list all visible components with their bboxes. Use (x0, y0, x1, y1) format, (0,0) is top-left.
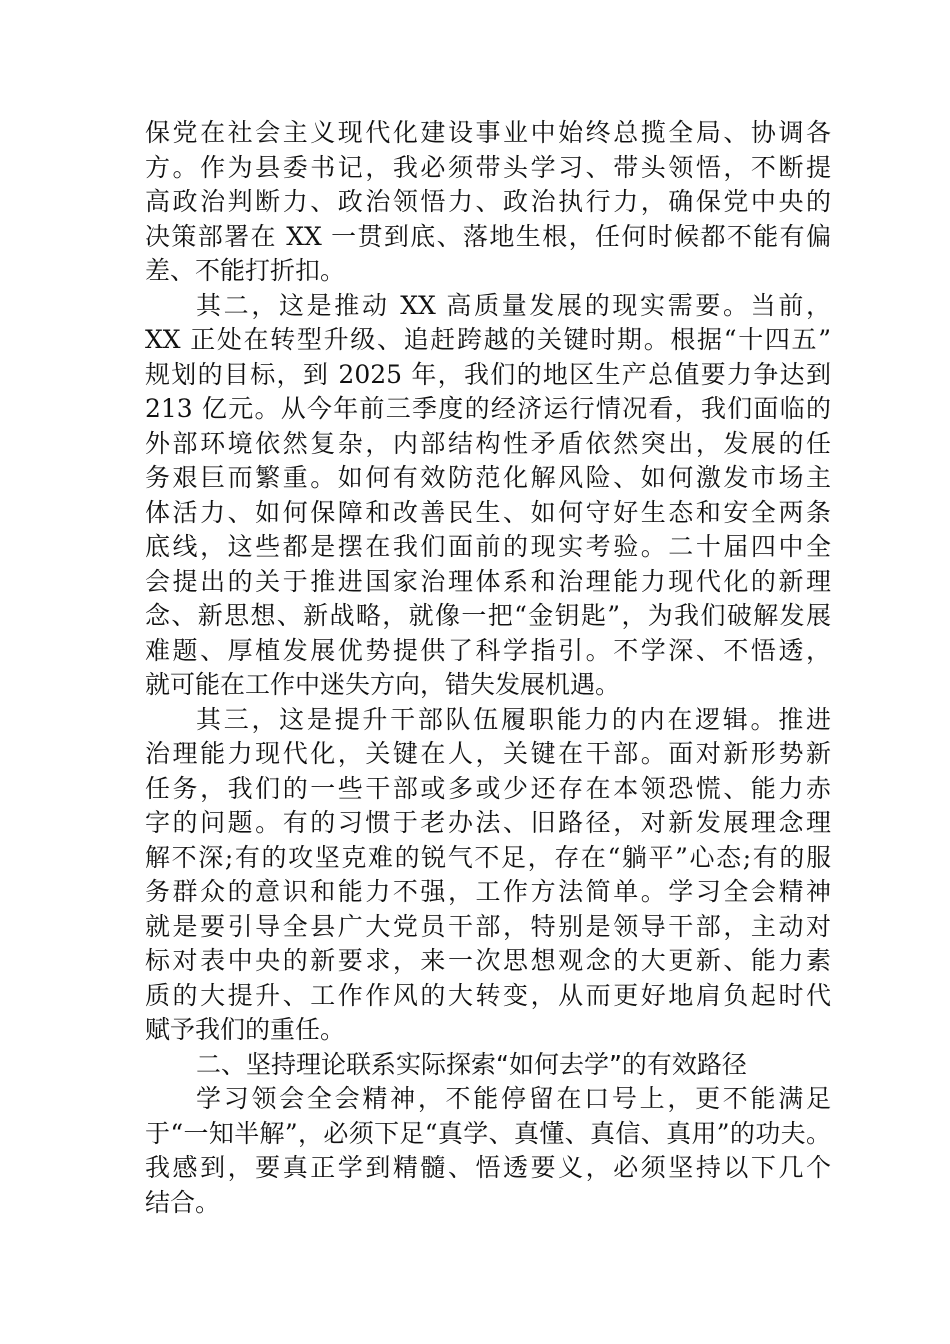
text-line: XX 正处在转型升级、追赶跨越的关键时期。根据“十四五” (145, 325, 831, 354)
text-line: 务群众的意识和能力不强，工作方法简单。学习全会精神 (145, 877, 831, 906)
text-line: 就是要引导全县广大党员干部，特别是领导干部，主动对 (145, 911, 831, 941)
text-line: 字的问题。有的习惯于老办法、旧路径，对新发展理念理 (145, 808, 831, 837)
text-line: 于“一知半解”，必须下足“真学、真懂、真信、真用”的功夫。 (145, 1118, 831, 1148)
text-line: 就可能在工作中迷失方向，错失发展机遇。 (145, 670, 621, 699)
text-line: 赋予我们的重任。 (145, 1015, 346, 1044)
text-line: 体活力、如何保障和改善民生、如何守好生态和安全两条 (145, 497, 831, 527)
text-line: 差、不能打折扣。 (145, 256, 346, 285)
text-line: 外部环境依然复杂，内部结构性矛盾依然突出，发展的任 (145, 428, 831, 458)
text-line: 213 亿元。从今年前三季度的经济运行情况看，我们面临的 (145, 394, 831, 423)
text-line: 其三，这是提升干部队伍履职能力的内在逻辑。推进 (196, 704, 831, 734)
text-line: 治理能力现代化，关键在人，关键在干部。面对新形势新 (145, 739, 831, 768)
text-line: 规划的目标，到 2025 年，我们的地区生产总值要力争达到 (145, 359, 831, 389)
text-line: 其二，这是推动 XX 高质量发展的现实需要。当前， (196, 290, 831, 320)
text-line: 决策部署在 XX 一贯到底、落地生根，任何时候都不能有偏 (145, 221, 831, 251)
text-line: 任务，我们的一些干部或多或少还存在本领恐慌、能力赤 (145, 773, 831, 803)
section-heading-text: 二、坚持理论联系实际探索“如何去学”的有效路径 (196, 1049, 747, 1079)
text-line: 方。作为县委书记，我必须带头学习、带头领悟，不断提 (145, 152, 831, 182)
paragraph-2 (145, 289, 831, 703)
text-line: 结合。 (145, 1187, 221, 1217)
text-line: 解不深;有的攻坚克难的锐气不足，存在“躺平”心态;有的服 (145, 842, 831, 872)
document-page (145, 116, 831, 1220)
text-line: 高政治判断力、政治领悟力、政治执行力，确保党中央的 (145, 187, 831, 216)
text-line: 会提出的关于推进国家治理体系和治理能力现代化的新理 (145, 566, 831, 596)
paragraph-3 (145, 703, 831, 1048)
text-line: 务艰巨而繁重。如何有效防范化解风险、如何激发市场主 (145, 463, 831, 492)
text-line: 质的大提升、工作作风的大转变，从而更好地肩负起时代 (145, 980, 831, 1010)
text-line: 学习领会全会精神，不能停留在口号上，更不能满足 (196, 1084, 831, 1113)
section-heading (145, 1048, 831, 1083)
text-line: 我感到，要真正学到精髓、悟透要义，必须坚持以下几个 (145, 1153, 831, 1182)
text-line: 念、新思想、新战略，就像一把“金钥匙”，为我们破解发展 (145, 601, 831, 630)
text-line: 保党在社会主义现代化建设事业中始终总揽全局、协调各 (145, 118, 831, 147)
text-line: 底线，这些都是摆在我们面前的现实考验。二十届四中全 (145, 532, 831, 561)
text-line: 标对表中央的新要求，来一次思想观念的大更新、能力素 (145, 946, 831, 975)
paragraph-4 (145, 1082, 831, 1220)
text-line: 难题、厚植发展优势提供了科学指引。不学深、不悟透， (145, 635, 831, 665)
paragraph-1 (145, 116, 831, 289)
